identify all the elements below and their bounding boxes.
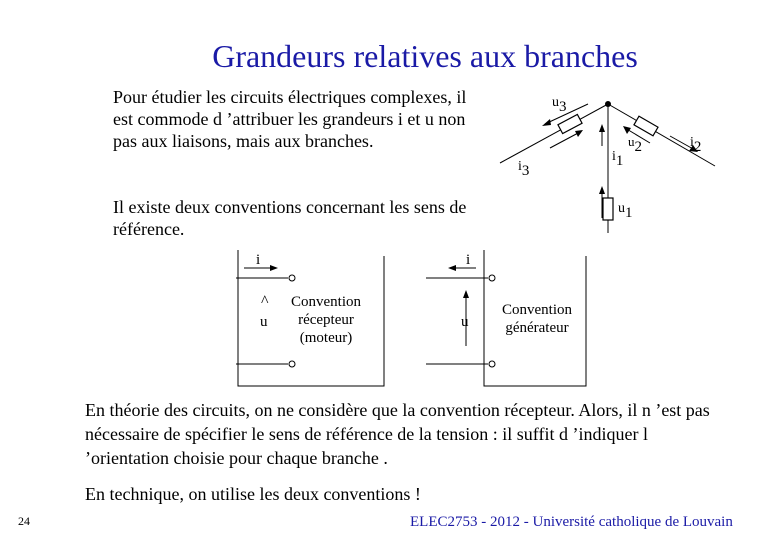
- generator-voltage-arrowhead: [463, 290, 469, 298]
- footer-text: ELEC2753 - 2012 - Université catholique de Louvain: [410, 514, 733, 530]
- generator-box: [484, 250, 586, 386]
- i2-label: i2: [690, 135, 702, 155]
- branch-network-figure: [490, 88, 730, 238]
- page-number: 24: [18, 514, 30, 528]
- i3-arrow: [550, 132, 580, 148]
- i1-label: i1: [612, 149, 624, 169]
- receptor-current-arrowhead: [270, 265, 278, 271]
- u2-label: u2: [628, 134, 642, 155]
- resistor-2: [634, 116, 658, 136]
- receptor-top-terminal: [289, 275, 295, 281]
- generator-u-label: u: [461, 314, 469, 330]
- generator-current-arrowhead: [448, 265, 456, 271]
- theory-paragraph: En théorie des circuits, on ne considère que la convention récepteur. Alors, il n ’est pas nécessaire de spécifier le sens de référence de la tension : il suffit d ’indiquer l ’orientation choisie pour chaque branche .: [85, 400, 710, 468]
- conventions-paragraph: Il existe deux conventions concernant les sens de référence.: [113, 197, 467, 239]
- u3-label: u3: [552, 95, 567, 115]
- u1-arrowhead: [599, 186, 605, 194]
- receptor-bottom-terminal: [289, 361, 295, 367]
- receptor-i-label: i: [256, 252, 261, 268]
- u3-arrowhead: [542, 119, 551, 126]
- receptor-line1: Convention: [291, 294, 361, 310]
- i3-label: i3: [518, 159, 530, 179]
- generator-convention-panel: [426, 250, 586, 386]
- generator-top-terminal: [489, 275, 495, 281]
- receptor-caret: ^: [261, 293, 269, 310]
- branch-3-wire: [500, 104, 608, 163]
- technique-paragraph: En technique, on utilise les deux conventions !: [85, 484, 421, 504]
- u1-label: u1: [618, 201, 633, 221]
- generator-line2: générateur: [505, 320, 569, 336]
- generator-line1: Convention: [502, 302, 572, 318]
- slide-title: Grandeurs relatives aux branches: [212, 38, 638, 74]
- generator-i-label: i: [466, 252, 471, 268]
- conventions-figure: [230, 250, 600, 390]
- receptor-convention-panel: [236, 250, 384, 386]
- i1-arrowhead: [599, 124, 605, 132]
- intro-paragraph: Pour étudier les circuits électriques complexes, il est commode d ’attribuer les grandeurs i et u non pas aux liaisons, mais aux branches.: [113, 87, 467, 151]
- u2-arrowhead: [623, 126, 631, 134]
- generator-bottom-terminal: [489, 361, 495, 367]
- receptor-line3: (moteur): [299, 330, 353, 346]
- receptor-u-label: u: [260, 314, 268, 330]
- resistor-1: [603, 198, 613, 220]
- branch-2-wire: [608, 104, 715, 166]
- receptor-line2: récepteur: [298, 312, 354, 328]
